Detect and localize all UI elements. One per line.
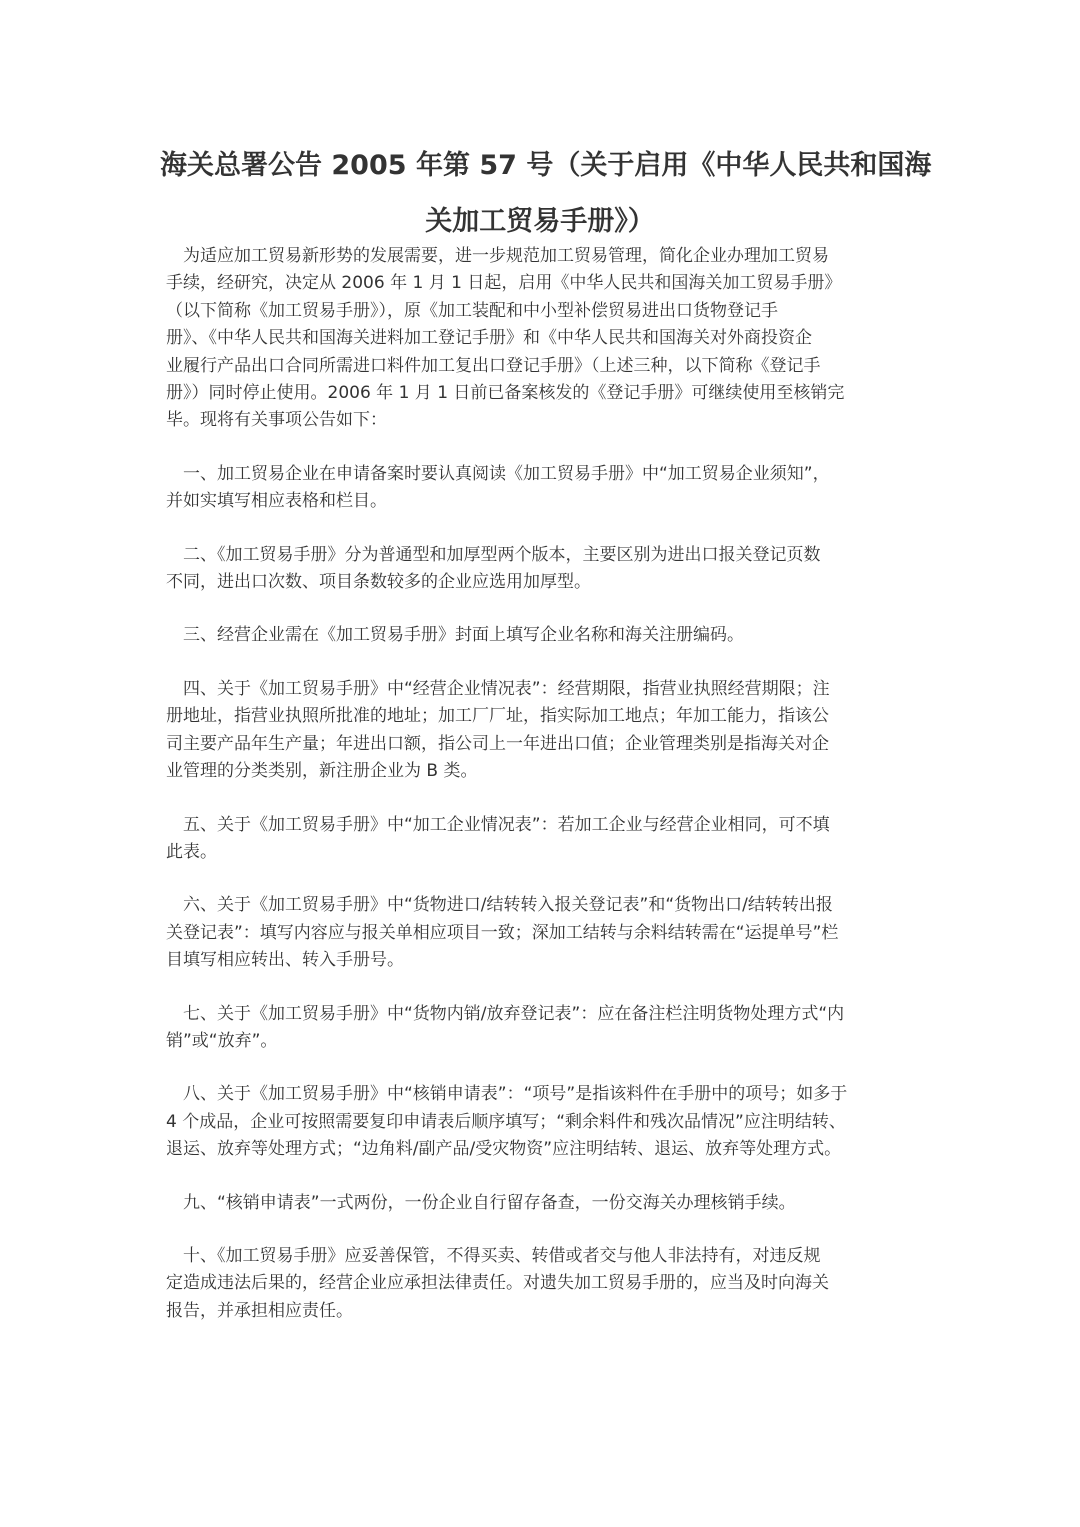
paragraph-item-7 [166, 1001, 916, 1056]
text-line: 册地址，指营业执照所批准的地址；加工厂厂址，指实际加工地点；年加工能力，指该公 [166, 706, 829, 727]
text-line: 六、关于《加工贸易手册》中“货物进口/结转转入报关登记表”和“货物出口/结转转出报 [166, 895, 833, 916]
paragraph-item-10 [166, 1243, 916, 1325]
text-line: 手续，经研究，决定从 2006 年 1 月 1 日起，启用《中华人民共和国海关加工贸易手册》 [166, 273, 842, 294]
text-line: 销”或“放弃”。 [166, 1030, 278, 1051]
text-line: 一、加工贸易企业在申请备案时要认真阅读《加工贸易手册》中“加工贸易企业须知”， [166, 463, 830, 484]
text-line: 业履行产品出口合同所需进口料件加工复出口登记手册》（上述三种，以下简称《登记手 [166, 355, 821, 376]
paragraph-item-5 [166, 812, 916, 867]
text-line: 关登记表”：填写内容应与报关单相应项目一致；深加工结转与余料结转需在“运提单号”栏 [166, 922, 839, 943]
text-line: 为适应加工贸易新形势的发展需要，进一步规范加工贸易管理，简化企业办理加工贸易 [166, 246, 829, 266]
text-line: 毕。现将有关事项公告如下： [166, 410, 387, 431]
text-line: 十、《加工贸易手册》应妥善保管，不得买卖、转借或者交与他人非法持有，对违反规 [166, 1245, 821, 1266]
text-line: 司主要产品年生产量；年进出口额，指公司上一年进出口值；企业管理类别是指海关对企 [166, 733, 829, 754]
paragraph-item-1 [166, 461, 916, 516]
title-line: 海关总署公告 2005 年第 57 号（关于启用《中华人民共和国海 [160, 150, 932, 181]
text-line: 业管理的分类类别，新注册企业为 B 类。 [166, 761, 478, 782]
text-line: （以下简称《加工贸易手册》），原《加工装配和中小型补偿贸易进出口货物登记手 [166, 300, 778, 321]
paragraph-item-4 [166, 676, 916, 786]
text-line: 八、关于《加工贸易手册》中“核销申请表”：“项号”是指该料件在手册中的项号；如多于 [166, 1084, 848, 1105]
paragraph-item-3 [166, 622, 916, 649]
text-line: 九、“核销申请表”一式两份，一份企业自行留存备查，一份交海关办理核销手续。 [166, 1192, 796, 1213]
text-line: 册》）同时停止使用。2006 年 1 月 1 日前已备案核发的《登记手册》可继续使用至核销完 [166, 383, 845, 404]
paragraph-item-2 [166, 542, 916, 597]
text-line: 二、《加工贸易手册》分为普通型和加厚型两个版本，主要区别为进出口报关登记页数 [166, 544, 821, 565]
page-title [160, 138, 932, 250]
paragraph-item-8 [166, 1081, 916, 1163]
text-line: 不同，进出口次数、项目条数较多的企业应选用加厚型。 [166, 572, 591, 593]
text-line: 4 个成品，企业可按照需要复印申请表后顺序填写；“剩余料件和残次品情况”应注明结转、 [166, 1111, 846, 1132]
text-line: 报告，并承担相应责任。 [166, 1300, 353, 1321]
text-line: 册》、《中华人民共和国海关进料加工登记手册》和《中华人民共和国海关对外商投资企 [166, 328, 812, 349]
text-line: 四、关于《加工贸易手册》中“经营企业情况表”：经营期限，指营业执照经营期限；注 [166, 678, 830, 699]
text-line: 七、关于《加工贸易手册》中“货物内销/放弃登记表”：应在备注栏注明货物处理方式“内 [166, 1003, 845, 1024]
text-line: 三、经营企业需在《加工贸易手册》封面上填写企业名称和海关注册编码。 [166, 625, 744, 646]
text-line: 五、关于《加工贸易手册》中“加工企业情况表”：若加工企业与经营企业相同，可不填 [166, 814, 830, 835]
title-line: 关加工贸易手册》） [425, 206, 655, 237]
document-body [166, 243, 916, 1351]
paragraph-item-9 [166, 1190, 916, 1217]
text-line: 此表。 [166, 841, 217, 862]
text-line: 目填写相应转出、转入手册号。 [166, 950, 404, 971]
text-line: 退运、放弃等处理方式；“边角料/副产品/受灾物资”应注明结转、退运、放弃等处理方式。 [166, 1139, 842, 1160]
paragraph-intro [166, 243, 916, 435]
paragraph-item-6 [166, 892, 916, 974]
text-line: 并如实填写相应表格和栏目。 [166, 491, 387, 512]
text-line: 定造成违法后果的，经营企业应承担法律责任。对遗失加工贸易手册的，应当及时向海关 [166, 1273, 829, 1294]
